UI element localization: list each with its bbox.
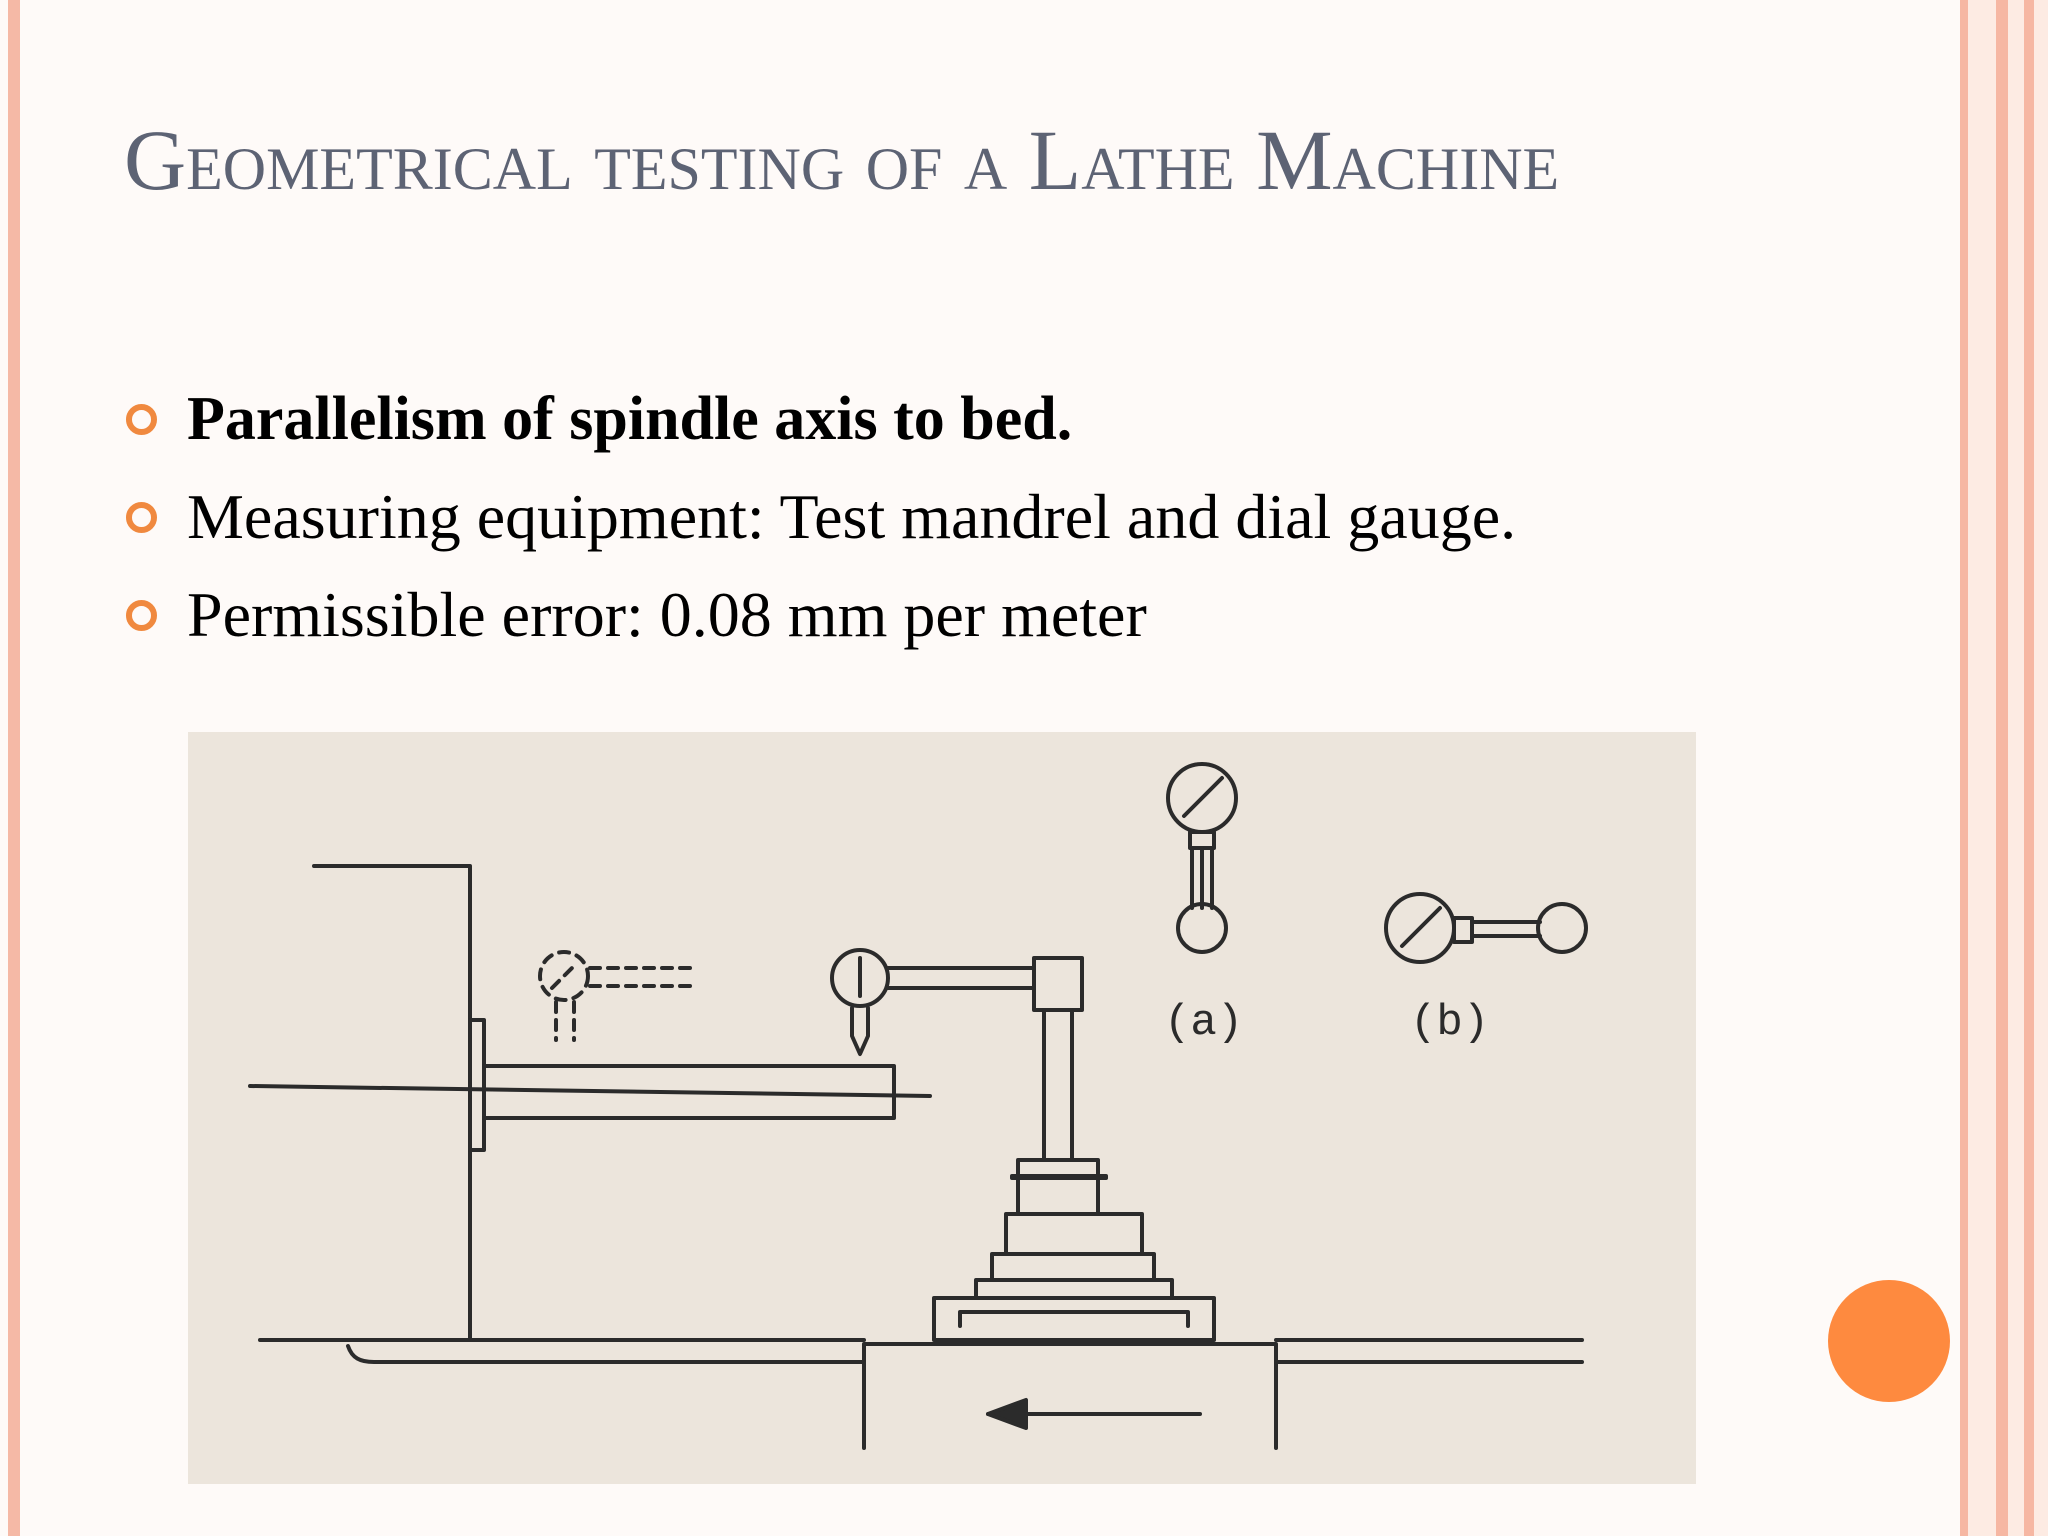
left-frame-border bbox=[8, 0, 20, 1536]
ring-bullet-icon bbox=[126, 600, 157, 631]
bullet-text: Permissible error: 0.08 mm per meter bbox=[187, 579, 1147, 650]
bullet-item bbox=[126, 468, 1926, 566]
bullet-item bbox=[126, 370, 1926, 468]
bullet-item bbox=[126, 566, 1926, 664]
ring-bullet-icon bbox=[126, 502, 157, 533]
slide-title: Geometrical testing of a Lathe Machine bbox=[124, 112, 1560, 208]
right-frame-stripe bbox=[1960, 0, 1968, 1536]
bullet-list bbox=[126, 370, 1926, 664]
right-frame-stripe bbox=[2008, 0, 2024, 1536]
right-frame-stripe bbox=[1968, 0, 1996, 1536]
ring-bullet-icon bbox=[126, 404, 157, 435]
inset-a-label: (a) bbox=[1164, 998, 1244, 1048]
right-frame-stripe bbox=[2034, 0, 2048, 1536]
right-frame-stripe bbox=[2024, 0, 2034, 1536]
diagram-paper-background bbox=[188, 732, 1696, 1484]
inset-b-label: (b) bbox=[1410, 998, 1490, 1048]
bullet-text: Measuring equipment: Test mandrel and dial gauge. bbox=[187, 481, 1517, 552]
bullet-text: Parallelism of spindle axis to bed. bbox=[187, 384, 1073, 453]
lathe-test-diagram bbox=[188, 732, 1696, 1484]
decorative-orange-dot bbox=[1828, 1280, 1950, 1402]
right-frame-stripe bbox=[1996, 0, 2008, 1536]
